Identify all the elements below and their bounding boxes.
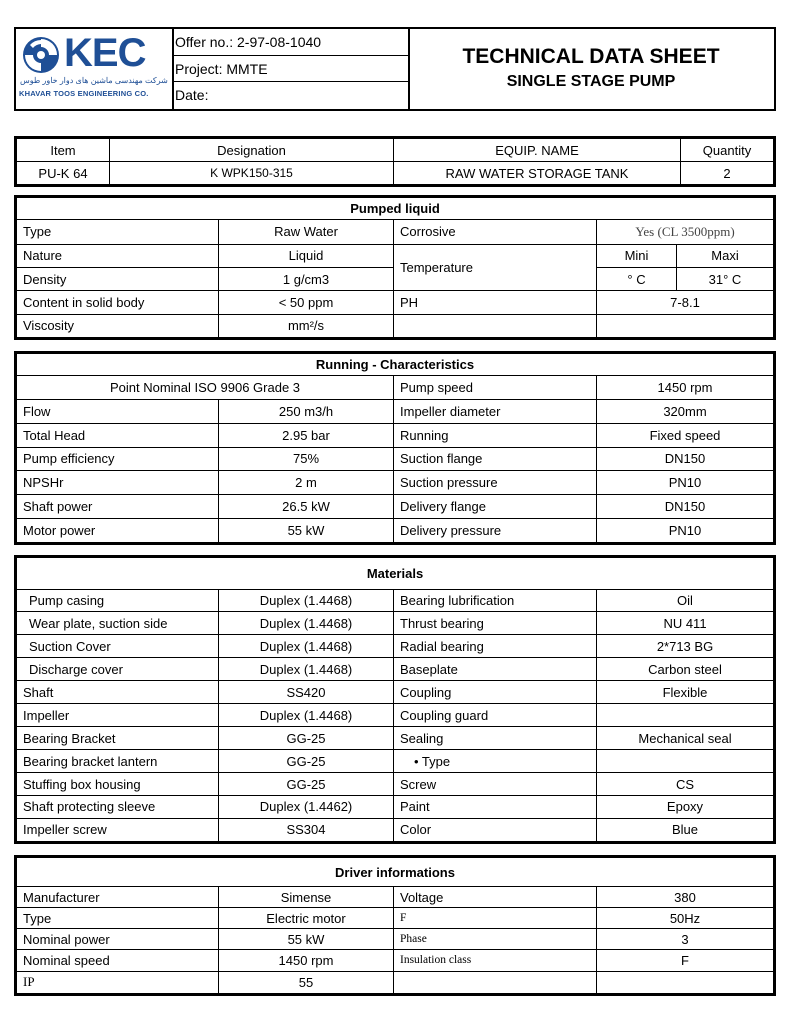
column-header: Mini: [597, 244, 677, 267]
field-label: Bearing bracket lantern: [17, 750, 219, 773]
section-title: Driver informations: [17, 858, 774, 887]
field-value: 3: [597, 929, 774, 950]
table-row: [17, 908, 774, 929]
field-value: Electric motor: [219, 908, 394, 929]
field-value: 55 kW: [219, 929, 394, 950]
field-label: Impeller screw: [17, 818, 219, 841]
equip-header: EQUIP. NAME: [394, 139, 681, 162]
field-label: F: [394, 908, 597, 929]
field-value: GG-25: [219, 750, 394, 773]
field-value: 1450 rpm: [219, 950, 394, 971]
field-value: 55: [219, 971, 394, 993]
field-label: Suction flange: [394, 447, 597, 471]
field-value: Raw Water: [219, 220, 394, 245]
field-value: [597, 704, 774, 727]
field-value: mm²/s: [219, 314, 394, 337]
field-value: CS: [597, 773, 774, 796]
date-field: Date:: [172, 81, 408, 107]
field-value: 2.95 bar: [219, 423, 394, 447]
field-label: Viscosity: [17, 314, 219, 337]
field-label: Temperature: [394, 244, 597, 291]
field-label: Suction Cover: [17, 635, 219, 658]
table-row: [17, 727, 774, 750]
field-label: Density: [17, 268, 219, 291]
table-row: [17, 773, 774, 796]
field-value: Duplex (1.4468): [219, 612, 394, 635]
field-label: Baseplate: [394, 658, 597, 681]
empty-cell: [597, 314, 774, 337]
table-row: [17, 681, 774, 704]
page-title: TECHNICAL DATA SHEET: [462, 45, 720, 68]
field-label: Shaft power: [17, 495, 219, 519]
field-label: Pump speed: [394, 376, 597, 400]
field-label: Delivery pressure: [394, 519, 597, 543]
field-value: Duplex (1.4468): [219, 589, 394, 612]
company-name-fa: شرکت مهندسی ماشین های دوار خاور طوس: [20, 76, 168, 85]
pumped-liquid-table: [14, 195, 776, 340]
field-value: 26.5 kW: [219, 495, 394, 519]
field-value: DN150: [597, 495, 774, 519]
field-label: Voltage: [394, 887, 597, 908]
field-label: Nominal power: [17, 929, 219, 950]
quantity-header: Quantity: [681, 139, 774, 162]
field-value: Carbon steel: [597, 658, 774, 681]
field-label: NPSHr: [17, 471, 219, 495]
field-label: • Type: [394, 750, 597, 773]
header-block: [14, 27, 776, 111]
field-value: 250 m3/h: [219, 399, 394, 423]
field-label: Nature: [17, 244, 219, 267]
field-value: F: [597, 950, 774, 971]
field-label: Suction pressure: [394, 471, 597, 495]
field-label: Radial bearing: [394, 635, 597, 658]
field-value: Oil: [597, 589, 774, 612]
field-value: 2 m: [219, 471, 394, 495]
field-label: Corrosive: [394, 220, 597, 245]
field-value: SS304: [219, 818, 394, 841]
field-label: Running: [394, 423, 597, 447]
table-row: [17, 887, 774, 908]
designation-value: K WPK150-315: [110, 162, 394, 185]
table-row: [17, 635, 774, 658]
field-value: PN10: [597, 471, 774, 495]
offer-info: [172, 29, 410, 109]
field-value: [597, 750, 774, 773]
field-value: SS420: [219, 681, 394, 704]
field-label: Type: [17, 220, 219, 245]
field-value: Liquid: [219, 244, 394, 267]
field-value: 75%: [219, 447, 394, 471]
field-label: Total Head: [17, 423, 219, 447]
field-label: Nominal speed: [17, 950, 219, 971]
project-name: Project: MMTE: [172, 55, 408, 81]
field-label: Bearing Bracket: [17, 727, 219, 750]
field-label: Coupling: [394, 681, 597, 704]
running-characteristics-table: [14, 351, 776, 545]
materials-table: [14, 555, 776, 844]
field-label: Bearing lubrification: [394, 589, 597, 612]
field-label: Discharge cover: [17, 658, 219, 681]
field-value: Duplex (1.4468): [219, 658, 394, 681]
field-value: 55 kW: [219, 519, 394, 543]
item-header: Item: [17, 139, 110, 162]
field-value: GG-25: [219, 727, 394, 750]
field-label: Delivery flange: [394, 495, 597, 519]
field-label: Coupling guard: [394, 704, 597, 727]
field-value: Blue: [597, 818, 774, 841]
table-row: [17, 589, 774, 612]
field-value: 50Hz: [597, 908, 774, 929]
field-label: Sealing: [394, 727, 597, 750]
field-value: Duplex (1.4462): [219, 795, 394, 818]
table-row: [17, 971, 774, 993]
field-value: Mechanical seal: [597, 727, 774, 750]
field-label: Screw: [394, 773, 597, 796]
field-label: Impeller diameter: [394, 399, 597, 423]
item-value: PU-K 64: [17, 162, 110, 185]
field-label: Paint: [394, 795, 597, 818]
field-label: Color: [394, 818, 597, 841]
section-title: Materials: [17, 558, 774, 590]
table-row: [17, 818, 774, 841]
field-label: Pump efficiency: [17, 447, 219, 471]
field-label: Shaft: [17, 681, 219, 704]
field-label: Type: [17, 908, 219, 929]
field-value: GG-25: [219, 773, 394, 796]
field-value: Epoxy: [597, 795, 774, 818]
table-row: [17, 750, 774, 773]
column-header: Maxi: [677, 244, 774, 267]
page-subtitle: SINGLE STAGE PUMP: [506, 73, 676, 90]
designation-header: Designation: [110, 139, 394, 162]
field-label: Phase: [394, 929, 597, 950]
table-row: [17, 950, 774, 971]
table-row: [17, 612, 774, 635]
field-value: Duplex (1.4468): [219, 635, 394, 658]
title-block: [408, 29, 774, 109]
field-value: Fixed speed: [597, 423, 774, 447]
field-value: 31° C: [677, 268, 774, 291]
field-label: Impeller: [17, 704, 219, 727]
field-value: DN150: [597, 447, 774, 471]
test-standard: Point Nominal ISO 9906 Grade 3: [17, 376, 394, 400]
field-label: Flow: [17, 399, 219, 423]
field-value: 7-8.1: [597, 291, 774, 314]
swirl-logo-icon: [20, 35, 62, 75]
field-value: [597, 971, 774, 993]
field-label: Insulation class: [394, 950, 597, 971]
empty-cell: [394, 314, 597, 337]
field-value: 320mm: [597, 399, 774, 423]
field-label: Pump casing: [17, 589, 219, 612]
field-label: Wear plate, suction side: [17, 612, 219, 635]
logo-text: KEC: [64, 31, 146, 75]
table-row: [17, 704, 774, 727]
field-value: PN10: [597, 519, 774, 543]
quantity-value: 2: [681, 162, 774, 185]
field-label: Content in solid body: [17, 291, 219, 314]
driver-table: [14, 855, 776, 996]
company-name-en: KHAVAR TOOS ENGINEERING CO.: [19, 89, 149, 98]
field-value: 380: [597, 887, 774, 908]
field-label: Motor power: [17, 519, 219, 543]
field-value: Yes (CL 3500ppm): [597, 220, 774, 245]
field-label: Thrust bearing: [394, 612, 597, 635]
field-value: NU 411: [597, 612, 774, 635]
field-value: Simense: [219, 887, 394, 908]
field-value: 1 g/cm3: [219, 268, 394, 291]
item-table: [14, 136, 776, 187]
field-label: PH: [394, 291, 597, 314]
field-label: [394, 971, 597, 993]
field-value: ° C: [597, 268, 677, 291]
field-label: Shaft protecting sleeve: [17, 795, 219, 818]
section-title: Running - Characteristics: [17, 354, 774, 376]
field-value: < 50 ppm: [219, 291, 394, 314]
offer-number: Offer no.: 2-97-08-1040: [175, 34, 322, 50]
field-label: Stuffing box housing: [17, 773, 219, 796]
section-title: Pumped liquid: [17, 198, 774, 220]
field-value: Duplex (1.4468): [219, 704, 394, 727]
field-value: 2*713 BG: [597, 635, 774, 658]
field-value: 1450 rpm: [597, 376, 774, 400]
company-logo: [16, 29, 174, 109]
table-row: [17, 658, 774, 681]
field-label: IP: [17, 971, 219, 993]
table-row: [17, 795, 774, 818]
field-value: Flexible: [597, 681, 774, 704]
table-row: [17, 929, 774, 950]
field-label: Manufacturer: [17, 887, 219, 908]
equip-value: RAW WATER STORAGE TANK: [394, 162, 681, 185]
